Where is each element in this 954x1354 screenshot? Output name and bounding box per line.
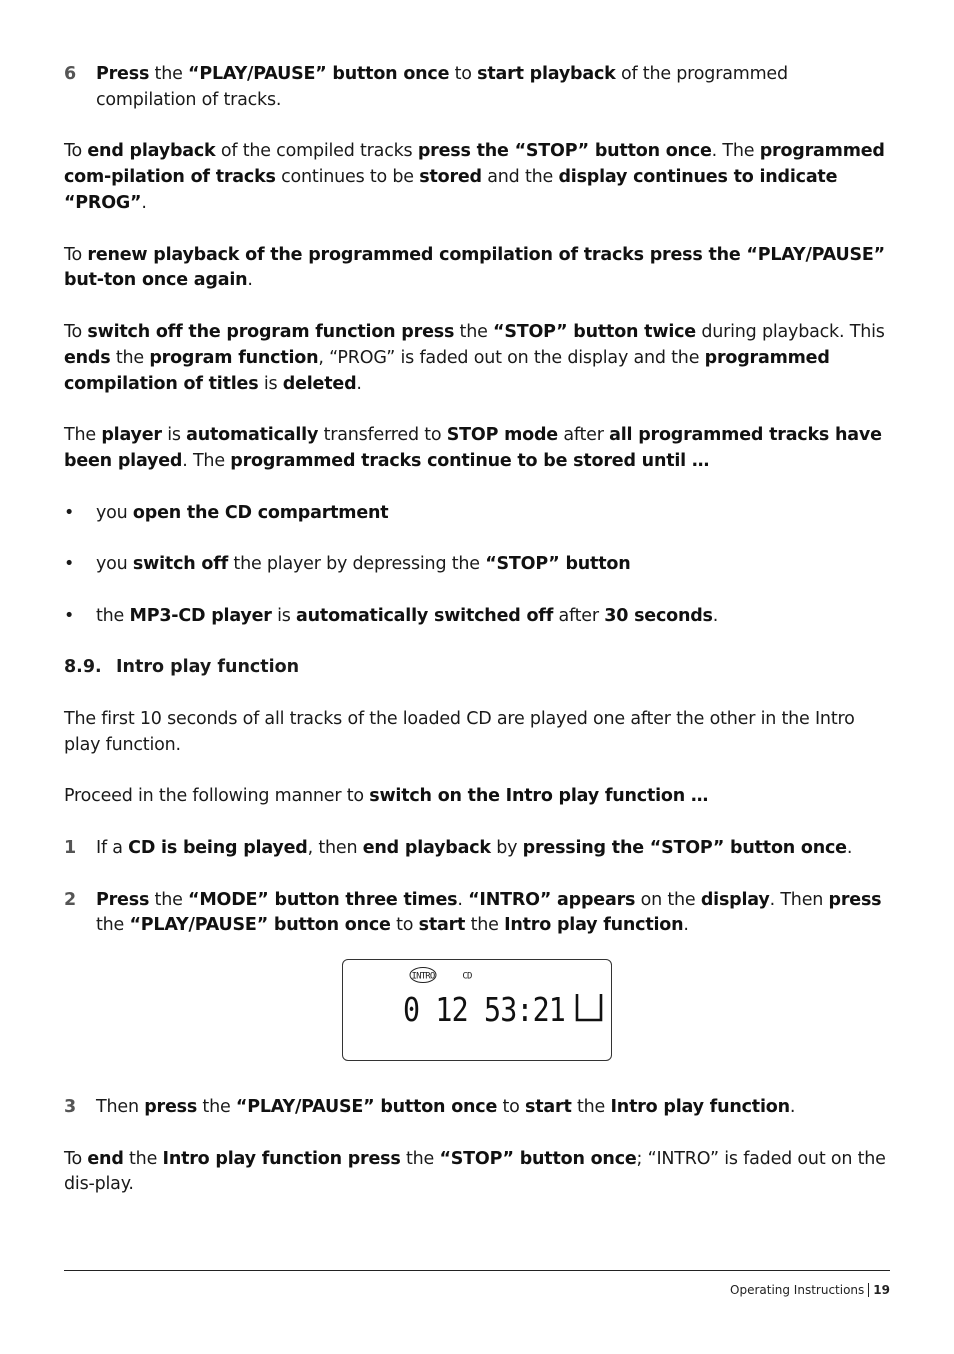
- page-number: 19: [873, 1283, 890, 1297]
- intro-badge: INTRO: [411, 971, 435, 982]
- bullet-item: • you open the CD compartment: [64, 501, 890, 527]
- lcd-digits: 0 12 53:21: [403, 990, 565, 1030]
- step-number: 3: [64, 1097, 76, 1118]
- step-1: [64, 836, 890, 862]
- section-number: 8.9.: [64, 657, 102, 678]
- renew-playback-paragraph: To renew playback of the programmed compilation of tracks press the “PLAY/PAUSE” but-ton once again.: [64, 244, 885, 291]
- step-text: If a CD is being played, then end playback by pressing the “STOP” button once.: [96, 837, 853, 858]
- intro-description: The first 10 seconds of all tracks of the loaded CD are played one after the other in the Intro play function.: [64, 708, 855, 755]
- lcd-svg: [343, 960, 611, 1060]
- page-content: [64, 62, 890, 1224]
- bullet-item: • the MP3-CD player is automatically switched off after 30 seconds.: [64, 604, 890, 630]
- step-text: Then press the “PLAY/PAUSE” button once to start the Intro play function.: [96, 1097, 796, 1118]
- bullet-dot: •: [64, 502, 75, 523]
- section-title: Intro play function: [116, 657, 300, 678]
- bullet-dot: •: [64, 554, 75, 575]
- lcd-display: [342, 959, 612, 1061]
- step-number: 1: [64, 837, 76, 858]
- bullet-dot: •: [64, 605, 75, 626]
- proceed-paragraph: Proceed in the following manner to switch on the Intro play function …: [64, 786, 709, 807]
- disc-segment-icon: [577, 994, 601, 1020]
- bullet-item: • you switch off the player by depressing the “STOP” button: [64, 552, 890, 578]
- step-number: 6: [64, 64, 76, 84]
- step-2: [64, 888, 890, 940]
- step-text: Press the “MODE” button three times. “INTRO” appears on the display. Then press the “PLAY/PAUSE” button once to start the Intro play function.: [96, 889, 882, 936]
- cd-badge: CD: [462, 971, 472, 982]
- page-footer: [730, 1283, 890, 1297]
- step-number: 2: [64, 889, 76, 910]
- step-3: [64, 1095, 890, 1121]
- switch-off-paragraph: To switch off the program function press the “STOP” button twice during playback. This ends the program function, “PROG” is faded out on the display and the programmed compilation of titles is deleted.: [64, 321, 885, 394]
- lcd-figure: [64, 959, 890, 1061]
- end-playback-paragraph: To end playback of the compiled tracks press the “STOP” button once. The programmed com-pilation of tracks continues to be stored and the display continues to indicate “PROG”.: [64, 141, 885, 213]
- step-6: [64, 62, 890, 114]
- footer-label: Operating Instructions: [730, 1283, 865, 1297]
- section-heading: [64, 655, 890, 681]
- footer-separator: [868, 1283, 869, 1297]
- step-text: Press the “PLAY/PAUSE” button once to start playback of the programmed compilation of tracks.: [96, 64, 788, 110]
- stop-mode-paragraph: The player is automatically transferred to STOP mode after all programmed tracks have been played. The programmed tracks continue to be stored until …: [64, 425, 882, 471]
- end-intro-paragraph: To end the Intro play function press the “STOP” button once; “INTRO” is faded out on the dis-play.: [64, 1148, 886, 1195]
- footer-rule: [64, 1270, 890, 1271]
